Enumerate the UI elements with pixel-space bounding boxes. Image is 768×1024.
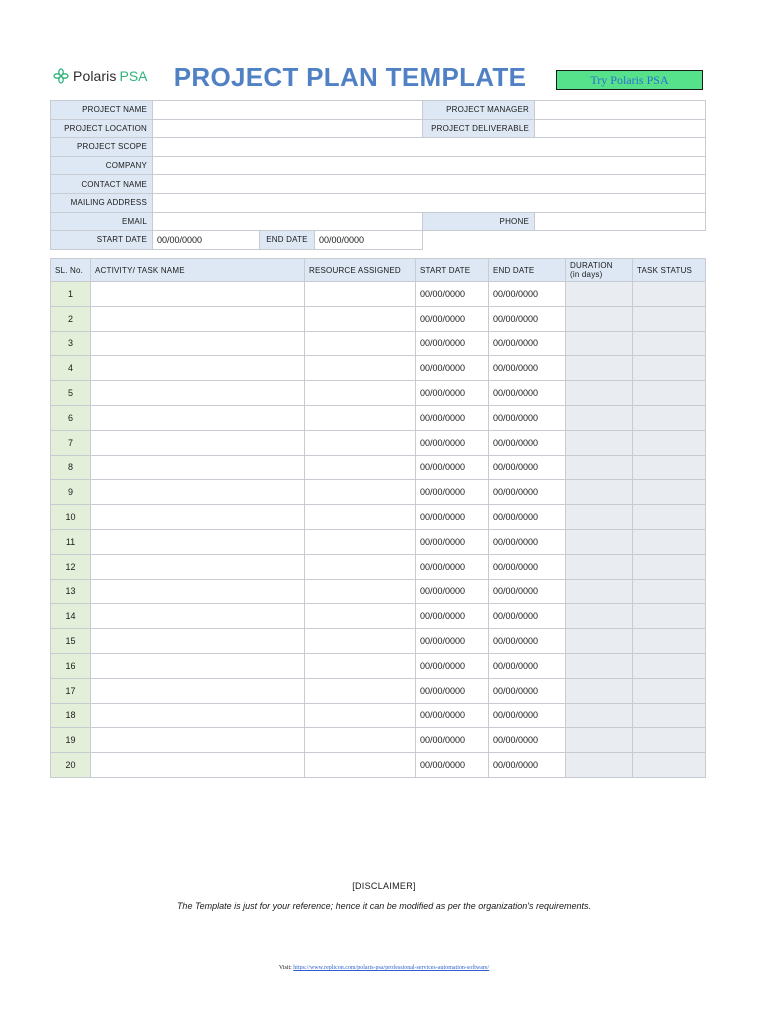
flower-icon [53, 68, 69, 84]
status-cell[interactable] [633, 678, 706, 703]
row-number: 2 [51, 306, 91, 331]
start-date-cell[interactable]: 00/00/0000 [416, 430, 489, 455]
end-date-cell[interactable]: 00/00/0000 [489, 554, 566, 579]
start-date-cell[interactable]: 00/00/0000 [416, 480, 489, 505]
table-row [51, 306, 706, 331]
resource-cell[interactable] [305, 728, 416, 753]
end-date-cell[interactable]: 00/00/0000 [489, 356, 566, 381]
duration-cell[interactable] [566, 331, 633, 356]
table-row [51, 331, 706, 356]
resource-cell[interactable] [305, 703, 416, 728]
project-manager-label: PROJECT MANAGER [423, 101, 535, 120]
duration-cell[interactable] [566, 480, 633, 505]
logo [53, 66, 148, 86]
mailing-address-field[interactable] [153, 193, 706, 212]
phone-label: PHONE [423, 212, 535, 231]
status-cell[interactable] [633, 753, 706, 778]
logo-accent: PSA [119, 68, 148, 84]
end-date-cell[interactable]: 00/00/0000 [489, 653, 566, 678]
end-date-cell[interactable]: 00/00/0000 [489, 728, 566, 753]
project-location-label: PROJECT LOCATION [51, 119, 153, 138]
status-cell[interactable] [633, 480, 706, 505]
activity-cell[interactable] [91, 381, 305, 406]
row-number: 1 [51, 282, 91, 307]
table-row [51, 728, 706, 753]
resource-cell[interactable] [305, 480, 416, 505]
duration-cell[interactable] [566, 579, 633, 604]
activity-cell[interactable] [91, 455, 305, 480]
company-label: COMPANY [51, 156, 153, 175]
start-date-cell[interactable]: 00/00/0000 [416, 604, 489, 629]
footer-visit [0, 965, 768, 971]
status-cell[interactable] [633, 282, 706, 307]
status-cell[interactable] [633, 430, 706, 455]
resource-cell[interactable] [305, 678, 416, 703]
activity-cell[interactable] [91, 405, 305, 430]
end-date-cell[interactable]: 00/00/0000 [489, 753, 566, 778]
activity-cell[interactable] [91, 703, 305, 728]
start-date-cell[interactable]: 00/00/0000 [416, 306, 489, 331]
status-cell[interactable] [633, 653, 706, 678]
duration-cell[interactable] [566, 356, 633, 381]
status-cell[interactable] [633, 331, 706, 356]
row-number: 9 [51, 480, 91, 505]
visit-label: Visit: [278, 965, 292, 971]
email-field[interactable] [153, 212, 423, 231]
status-cell[interactable] [633, 505, 706, 530]
activity-cell[interactable] [91, 629, 305, 654]
resource-cell[interactable] [305, 331, 416, 356]
start-date-cell[interactable]: 00/00/0000 [416, 529, 489, 554]
row-number: 5 [51, 381, 91, 406]
project-scope-field[interactable] [153, 138, 706, 157]
row-number: 13 [51, 579, 91, 604]
resource-cell[interactable] [305, 529, 416, 554]
task-table [50, 258, 706, 778]
duration-cell[interactable] [566, 405, 633, 430]
row-number: 8 [51, 455, 91, 480]
status-cell[interactable] [633, 579, 706, 604]
mailing-address-label: MAILING ADDRESS [51, 193, 153, 212]
status-cell[interactable] [633, 356, 706, 381]
table-row [51, 282, 706, 307]
status-cell[interactable] [633, 455, 706, 480]
start-date-field[interactable]: 00/00/0000 [153, 231, 260, 250]
duration-cell[interactable] [566, 653, 633, 678]
table-row [51, 753, 706, 778]
start-date-cell[interactable]: 00/00/0000 [416, 728, 489, 753]
activity-cell[interactable] [91, 282, 305, 307]
resource-cell[interactable] [305, 629, 416, 654]
start-date-cell[interactable]: 00/00/0000 [416, 381, 489, 406]
contact-name-field[interactable] [153, 175, 706, 194]
row-number: 17 [51, 678, 91, 703]
col-activity: ACTIVITY/ TASK NAME [91, 259, 305, 282]
duration-cell[interactable] [566, 381, 633, 406]
status-cell[interactable] [633, 306, 706, 331]
table-row [51, 505, 706, 530]
table-row [51, 703, 706, 728]
row-number: 14 [51, 604, 91, 629]
activity-cell[interactable] [91, 728, 305, 753]
end-date-cell[interactable]: 00/00/0000 [489, 455, 566, 480]
duration-unit: (in days) [570, 270, 603, 279]
end-date-cell[interactable]: 00/00/0000 [489, 604, 566, 629]
duration-cell[interactable] [566, 306, 633, 331]
end-date-cell[interactable]: 00/00/0000 [489, 505, 566, 530]
table-row [51, 455, 706, 480]
activity-cell[interactable] [91, 604, 305, 629]
duration-cell[interactable] [566, 505, 633, 530]
start-date-cell[interactable]: 00/00/0000 [416, 356, 489, 381]
row-number: 20 [51, 753, 91, 778]
end-date-cell[interactable]: 00/00/0000 [489, 282, 566, 307]
end-date-cell[interactable]: 00/00/0000 [489, 306, 566, 331]
activity-cell[interactable] [91, 554, 305, 579]
end-date-cell[interactable]: 00/00/0000 [489, 703, 566, 728]
row-number: 12 [51, 554, 91, 579]
duration-cell[interactable] [566, 529, 633, 554]
activity-cell[interactable] [91, 505, 305, 530]
project-scope-label: PROJECT SCOPE [51, 138, 153, 157]
duration-cell[interactable] [566, 604, 633, 629]
resource-cell[interactable] [305, 604, 416, 629]
start-date-cell[interactable]: 00/00/0000 [416, 455, 489, 480]
resource-cell[interactable] [305, 579, 416, 604]
duration-cell[interactable] [566, 455, 633, 480]
status-cell[interactable] [633, 728, 706, 753]
col-end-date: END DATE [489, 259, 566, 282]
project-name-label: PROJECT NAME [51, 101, 153, 120]
phone-field[interactable] [535, 212, 706, 231]
logo-name: Polaris [73, 68, 117, 84]
project-location-field[interactable] [153, 119, 423, 138]
table-row [51, 430, 706, 455]
resource-cell[interactable] [305, 753, 416, 778]
page-title: PROJECT PLAN TEMPLATE [173, 62, 527, 92]
table-row [51, 356, 706, 381]
resource-cell[interactable] [305, 356, 416, 381]
table-row [51, 678, 706, 703]
project-info-table [50, 100, 706, 250]
row-number: 16 [51, 653, 91, 678]
end-date-cell[interactable]: 00/00/0000 [489, 331, 566, 356]
project-name-field[interactable] [153, 101, 423, 120]
row-number: 7 [51, 430, 91, 455]
table-row [51, 405, 706, 430]
start-date-cell[interactable]: 00/00/0000 [416, 554, 489, 579]
start-date-cell[interactable]: 00/00/0000 [416, 703, 489, 728]
disclaimer-title: [DISCLAIMER] [352, 881, 416, 891]
end-date-cell[interactable]: 00/00/0000 [489, 430, 566, 455]
status-cell[interactable] [633, 405, 706, 430]
row-number: 4 [51, 356, 91, 381]
resource-cell[interactable] [305, 430, 416, 455]
table-row [51, 604, 706, 629]
activity-cell[interactable] [91, 430, 305, 455]
col-sl-no: SL. No. [51, 259, 91, 282]
duration-cell[interactable] [566, 554, 633, 579]
resource-cell[interactable] [305, 282, 416, 307]
activity-cell[interactable] [91, 653, 305, 678]
duration-label: DURATION [570, 261, 613, 270]
table-row [51, 529, 706, 554]
start-date-cell[interactable]: 00/00/0000 [416, 653, 489, 678]
project-manager-field[interactable] [535, 101, 706, 120]
resource-cell[interactable] [305, 405, 416, 430]
start-date-cell[interactable]: 00/00/0000 [416, 629, 489, 654]
start-date-cell[interactable]: 00/00/0000 [416, 282, 489, 307]
disclaimer-text: The Template is just for your reference; hence it can be modified as per the organization's requirements. [176, 901, 592, 911]
company-field[interactable] [153, 156, 706, 175]
duration-cell[interactable] [566, 282, 633, 307]
status-cell[interactable] [633, 381, 706, 406]
end-date-cell[interactable]: 00/00/0000 [489, 529, 566, 554]
start-date-cell[interactable]: 00/00/0000 [416, 753, 489, 778]
status-cell[interactable] [633, 554, 706, 579]
row-number: 19 [51, 728, 91, 753]
start-date-label: START DATE [51, 231, 153, 250]
activity-cell[interactable] [91, 579, 305, 604]
start-date-cell[interactable]: 00/00/0000 [416, 505, 489, 530]
start-date-cell[interactable]: 00/00/0000 [416, 331, 489, 356]
project-deliverable-field[interactable] [535, 119, 706, 138]
activity-cell[interactable] [91, 753, 305, 778]
row-number: 6 [51, 405, 91, 430]
duration-cell[interactable] [566, 753, 633, 778]
col-resource: RESOURCE ASSIGNED [305, 259, 416, 282]
activity-cell[interactable] [91, 529, 305, 554]
resource-cell[interactable] [305, 653, 416, 678]
end-date-field[interactable]: 00/00/0000 [315, 231, 423, 250]
end-date-label: END DATE [260, 231, 315, 250]
col-duration [566, 259, 633, 282]
table-row [51, 554, 706, 579]
resource-cell[interactable] [305, 455, 416, 480]
end-date-cell[interactable]: 00/00/0000 [489, 579, 566, 604]
resource-cell[interactable] [305, 306, 416, 331]
row-number: 11 [51, 529, 91, 554]
contact-name-label: CONTACT NAME [51, 175, 153, 194]
activity-cell[interactable] [91, 356, 305, 381]
resource-cell[interactable] [305, 381, 416, 406]
try-polaris-button[interactable]: Try Polaris PSA [556, 70, 703, 90]
col-task-status: TASK STATUS [633, 259, 706, 282]
start-date-cell[interactable]: 00/00/0000 [416, 579, 489, 604]
start-date-cell[interactable]: 00/00/0000 [416, 405, 489, 430]
table-row [51, 480, 706, 505]
blank-cell [423, 231, 706, 250]
start-date-cell[interactable]: 00/00/0000 [416, 678, 489, 703]
activity-cell[interactable] [91, 678, 305, 703]
duration-cell[interactable] [566, 703, 633, 728]
duration-cell[interactable] [566, 678, 633, 703]
status-cell[interactable] [633, 604, 706, 629]
duration-cell[interactable] [566, 728, 633, 753]
status-cell[interactable] [633, 629, 706, 654]
col-start-date: START DATE [416, 259, 489, 282]
row-number: 10 [51, 505, 91, 530]
end-date-cell[interactable]: 00/00/0000 [489, 381, 566, 406]
project-deliverable-label: PROJECT DELIVERABLE [423, 119, 535, 138]
resource-cell[interactable] [305, 505, 416, 530]
status-cell[interactable] [633, 529, 706, 554]
table-row [51, 381, 706, 406]
table-row [51, 653, 706, 678]
activity-cell[interactable] [91, 306, 305, 331]
activity-cell[interactable] [91, 480, 305, 505]
end-date-cell[interactable]: 00/00/0000 [489, 629, 566, 654]
duration-cell[interactable] [566, 629, 633, 654]
row-number: 15 [51, 629, 91, 654]
row-number: 18 [51, 703, 91, 728]
footer-link[interactable]: https://www.replicon.com/polaris-psa/professional-services-automation-software/ [293, 965, 490, 971]
table-row [51, 579, 706, 604]
end-date-cell[interactable]: 00/00/0000 [489, 405, 566, 430]
end-date-cell[interactable]: 00/00/0000 [489, 480, 566, 505]
table-row [51, 629, 706, 654]
duration-cell[interactable] [566, 430, 633, 455]
row-number: 3 [51, 331, 91, 356]
resource-cell[interactable] [305, 554, 416, 579]
status-cell[interactable] [633, 703, 706, 728]
activity-cell[interactable] [91, 331, 305, 356]
end-date-cell[interactable]: 00/00/0000 [489, 678, 566, 703]
email-label: EMAIL [51, 212, 153, 231]
